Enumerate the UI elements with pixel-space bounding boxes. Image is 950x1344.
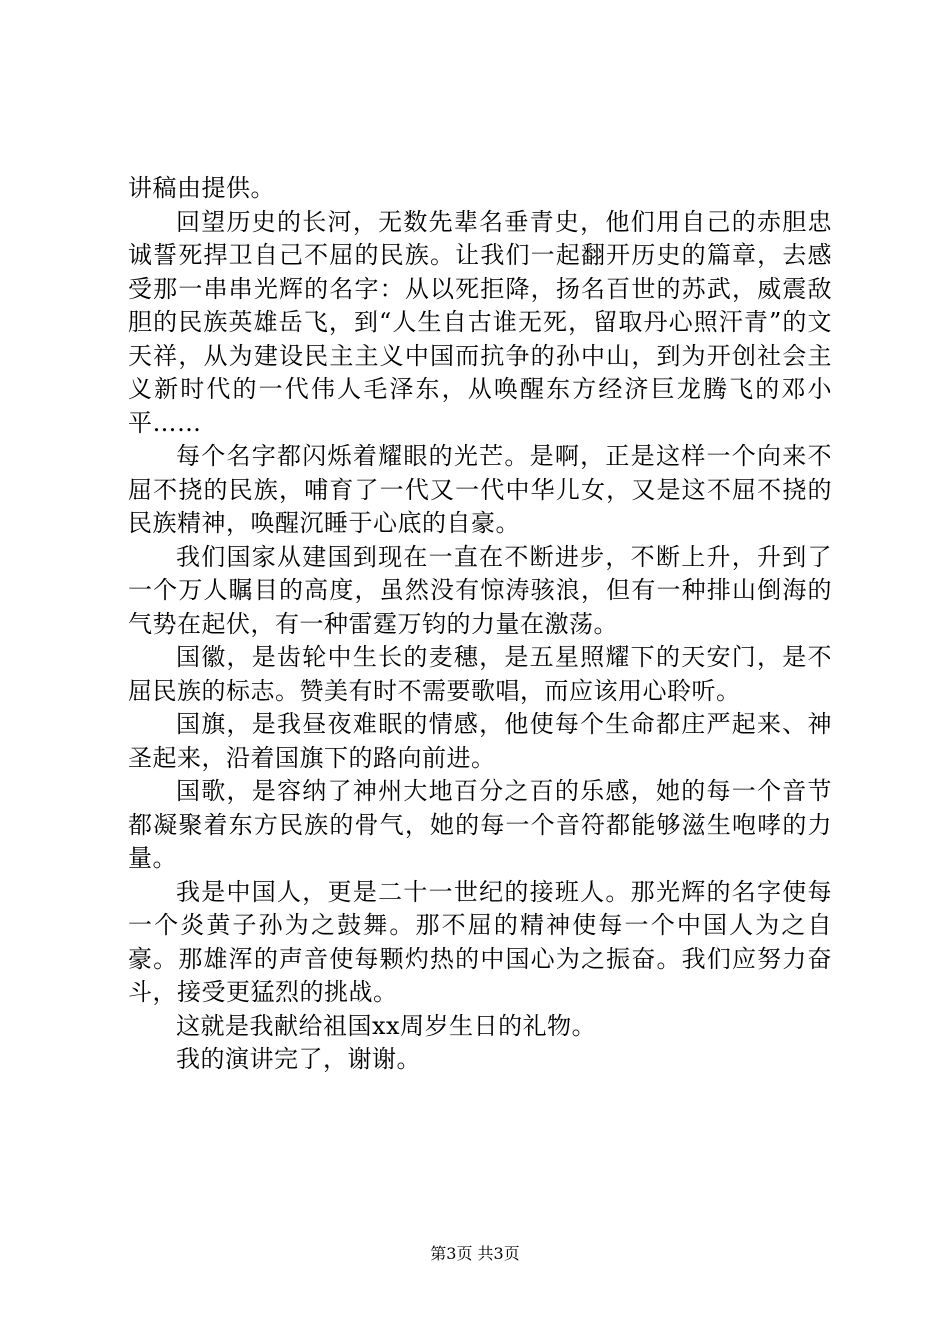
paragraph-national-flag: 国旗，是我昼夜难眠的情感，他使每个生命都庄严起来、神圣起来，沿着国旗下的路向前进。 bbox=[128, 710, 832, 772]
paragraph-successor: 我是中国人，更是二十一世纪的接班人。那光辉的名字使每一个炎黄子孙为之鼓舞。那不屈的精神使每一个中国人为之自豪。那雄浑的声音使每颗灼热的中国心为之振奋。我们应努力奋斗，接受更猛烈的挑战。 bbox=[128, 877, 832, 1006]
paragraph-names: 每个名字都闪烁着耀眼的光芒。是啊，正是这样一个向来不屈不挠的民族，哺育了一代又一代中华儿女，又是这不屈不挠的民族精神，唤醒沉睡于心底的自豪。 bbox=[128, 442, 832, 537]
page-number-footer: 第3页 共3页 bbox=[430, 1244, 520, 1263]
paragraph-national-emblem: 国徽，是齿轮中生长的麦穗，是五星照耀下的天安门，是不屈民族的标志。赞美有时不需要歌唱，而应该用心聆听。 bbox=[128, 643, 832, 705]
paragraph-progress: 我们国家从建国到现在一直在不断进步，不断上升，升到了一个万人瞩目的高度，虽然没有惊涛骇浪，但有一种排山倒海的气势在起伏，有一种雷霆万钧的力量在激荡。 bbox=[128, 542, 832, 638]
paragraph-national-anthem: 国歌，是容纳了神州大地百分之百的乐感，她的每一个音节都凝聚着东方民族的骨气，她的每一个音符都能够滋生咆哮的力量。 bbox=[128, 777, 832, 872]
paragraph-history: 回望历史的长河，无数先辈名垂青史，他们用自己的赤胆忠诚誓死捍卫自己不屈的民族。让我们一起翻开历史的篇章，去感受那一串串光辉的名字：从以死拒降，扬名百世的苏武，威震敌胆的民族英雄岳飞，到“人生自古谁无死，留取丹心照汗青”的文天祥，从为建设民主主义中国而抗争的孙中山，到为开创社会主义新时代的一代伟人毛泽东，从唤醒东方经济巨龙腾飞的邓小平…… bbox=[128, 207, 832, 437]
paragraph-continuation: 讲稿由提供。 bbox=[128, 174, 275, 202]
paragraph-gift: 这就是我献给祖国xx周岁生日的礼物。 bbox=[176, 1011, 597, 1040]
paragraph-closing: 我的演讲完了，谢谢。 bbox=[176, 1045, 421, 1073]
document-body bbox=[128, 172, 832, 1077]
